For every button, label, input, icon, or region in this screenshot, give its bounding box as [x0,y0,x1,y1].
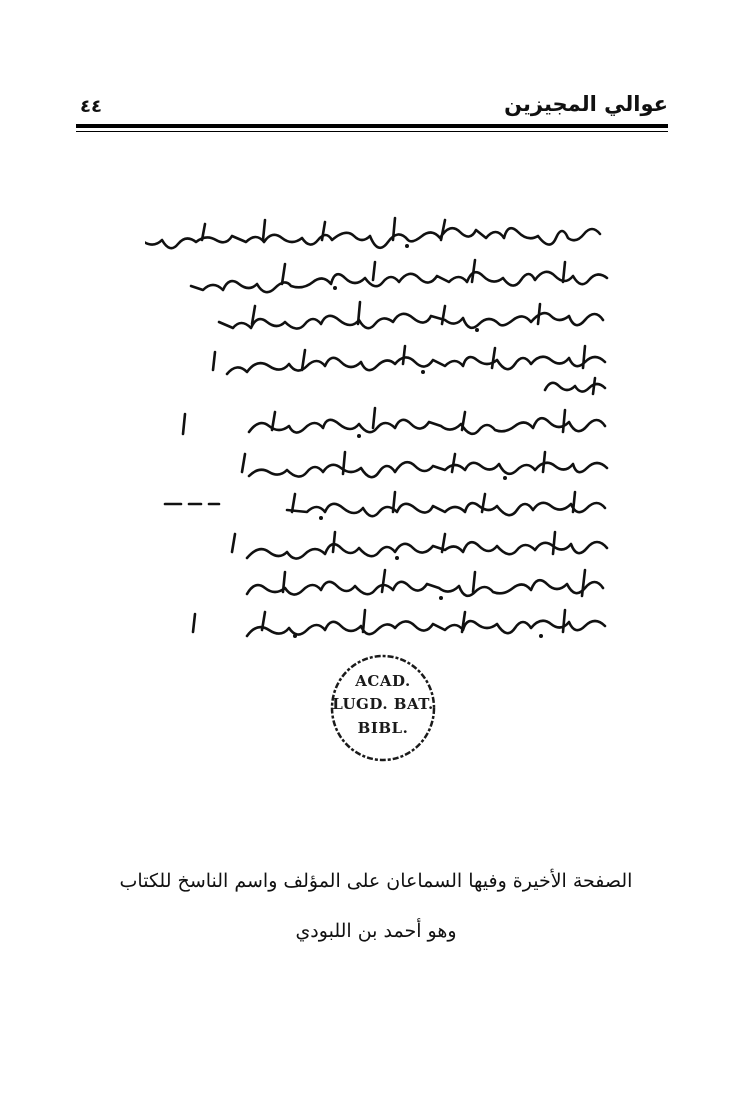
handwritten-manuscript-drawing [145,212,610,642]
manuscript-image [145,212,610,642]
stamp-line-3: BIBL. [357,719,409,737]
caption-line-2: وهو أحمد بن اللبودي [295,920,457,942]
page-number: ٤٤ [80,96,102,117]
header-rule-thin [76,131,668,132]
running-title: عوالي المجيزين [504,92,668,116]
header-rule [76,124,668,128]
library-stamp [328,652,438,764]
stamp-line-2: LUGD. BAT. [332,695,434,713]
page-header [76,92,668,126]
stamp-line-1: ACAD. [355,672,411,690]
caption-line-1: الصفحة الأخيرة وفيها السماعان على المؤلف واسم الناسخ للكتاب [119,870,633,892]
